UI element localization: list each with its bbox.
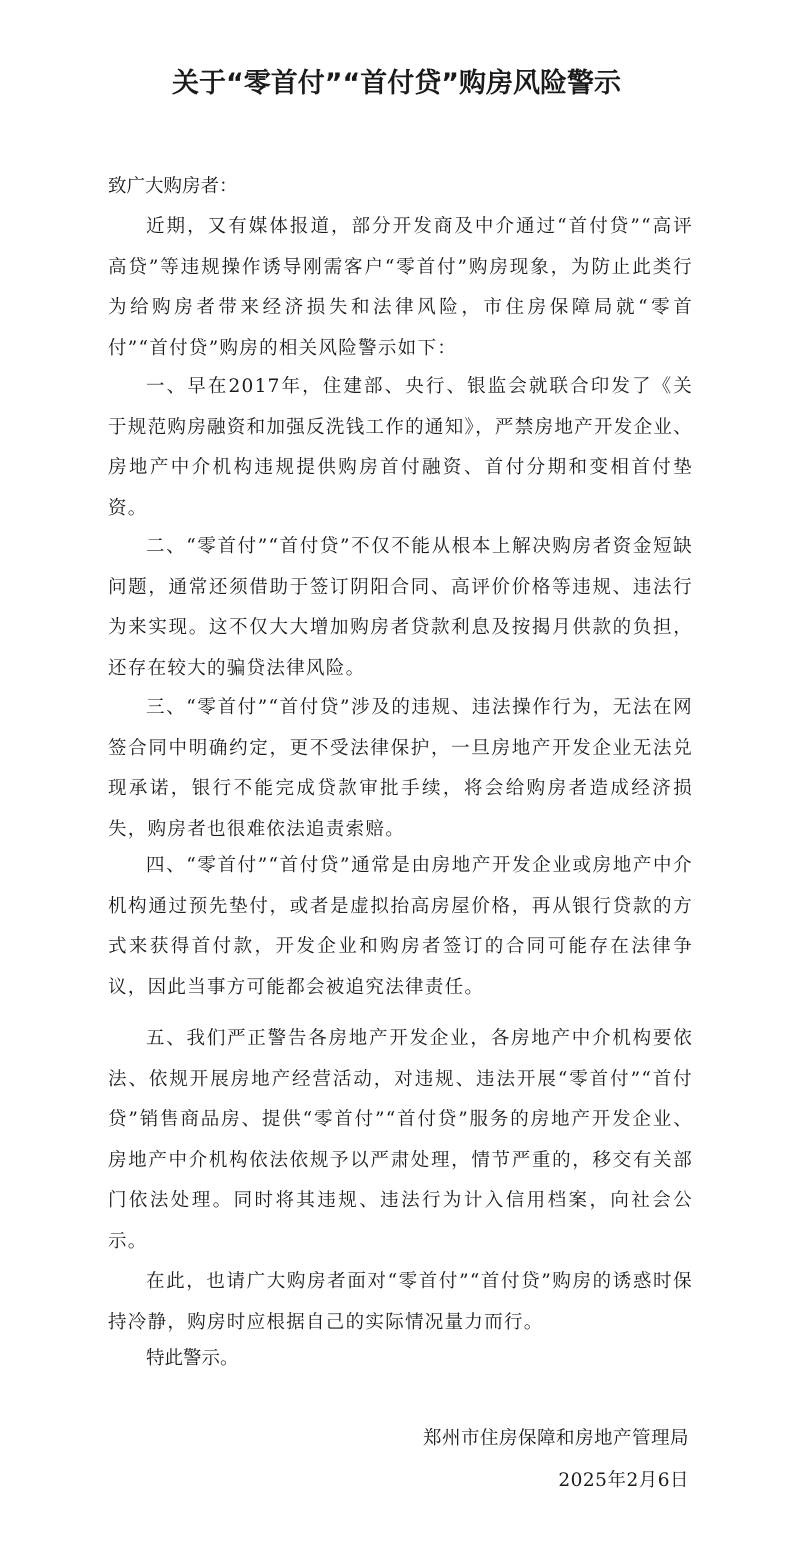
paragraph-item-5: 五、我们严正警告各房地产开发企业，各房地产中介机构要依法、依规开展房地产经营活动，对违规、违法开展“零首付”“首付贷”销售商品房、提供“零首付”“首付贷”服务的房地产开发企业、房地产中介机构依法依规予以严肃处理，情节严重的，移交有关部门依法处理。同时将其违规、违法行为计入信用档案，向社会公示。 [108,1028,693,1252]
paragraph-intro: 近期，又有媒体报道，部分开发商及中介通过“首付贷”“高评高贷”等违规操作诱导刚需客户“零首付”购房现象，为防止此类行为给购房者带来经济损失和法律风险，市住房保障局就“零首付”“首付贷”购房的相关风险警示如下： [108,216,693,359]
paragraph-item-2: 二、“零首付”“首付贷”不仅不能从根本上解决购房者资金短缺问题，通常还须借助于签订阴阳合同、高评价价格等违规、违法行为来实现。这不仅大大增加购房者贷款利息及按揭月供款的负担，还存在较大的骗贷法律风险。 [108,536,693,679]
paragraph-item-4: 四、“零首付”“首付贷”通常是由房地产开发企业或房地产中介机构通过预先垫付，或者是虚拟抬高房屋价格，再从银行贷款的方式来获得首付款，开发企业和购房者签订的合同可能存在法律争议，因此当事方可能都会被追究法律责任。 [108,855,693,998]
document-title: 关于“零首付”“首付贷”购房风险警示 [172,68,621,99]
paragraph-appeal: 在此，也请广大购房者面对“零首付”“首付贷”购房的诱惑时保持冷静，购房时应根据自己的实际情况量力而行。 [108,1271,693,1333]
issuer-signature: 郑州市住房保障和房地产管理局 [422,1428,689,1449]
salutation: 致广大购房者： [108,176,238,197]
paragraph-item-3: 三、“零首付”“首付贷”涉及的违规、违法操作行为，无法在网签合同中明确约定，更不受法律保护，一旦房地产开发企业无法兑现承诺，银行不能完成贷款审批手续，将会给购房者造成经济损失，购房者也很难依法追责索赔。 [108,697,693,840]
closing-remark: 特此警示。 [146,1348,239,1369]
issue-date: 2025年2月6日 [558,1470,689,1491]
paragraph-item-1: 一、早在2017年，住建部、央行、银监会就联合印发了《关于规范购房融资和加强反洗钱工作的通知》，严禁房地产开发企业、房地产中介机构违规提供购房首付融资、首付分期和变相首付垫资。 [108,376,693,519]
